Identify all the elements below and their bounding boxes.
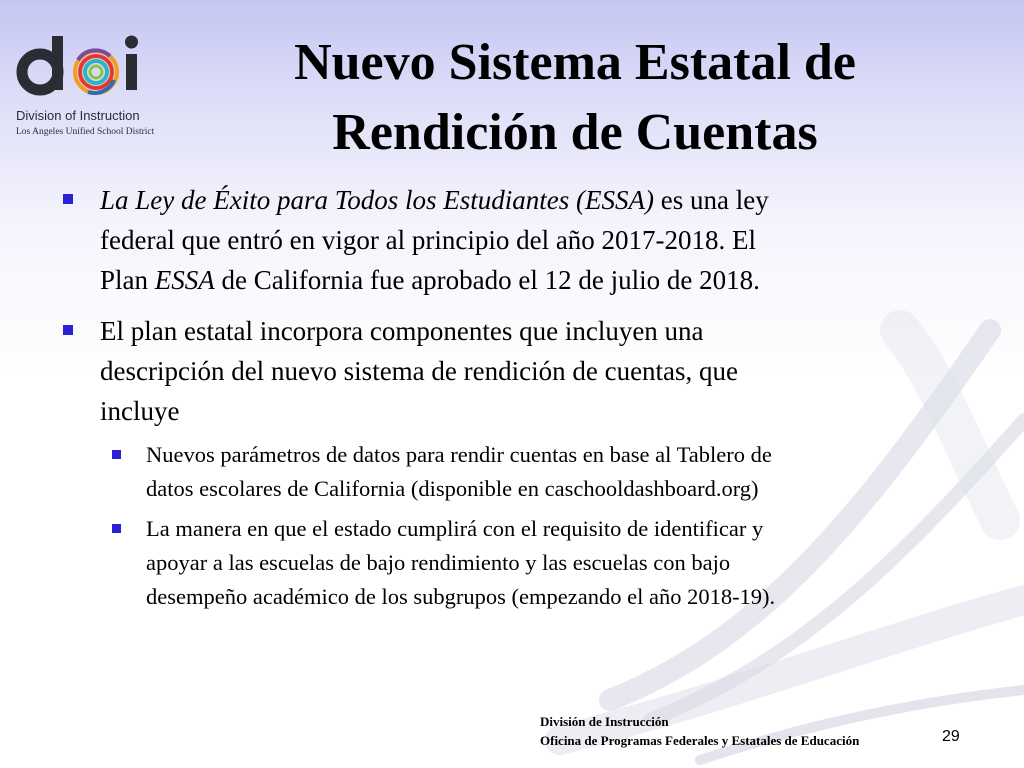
bullet-line: incluye	[100, 396, 180, 426]
logo-division-label: Division of Instruction	[16, 108, 140, 123]
slide-title-line2: Rendición de Cuentas	[332, 104, 818, 161]
sub-bullet-identify-schools	[146, 512, 966, 614]
square-bullet-icon	[112, 524, 121, 533]
sub-bullet-line: La manera en que el estado cumplirá con el requisito de identificar y	[146, 516, 764, 541]
footer-office: Oficina de Programas Federales y Estatales de Educación	[540, 733, 860, 748]
bullet-line	[100, 260, 970, 300]
page-number: 29	[942, 728, 960, 745]
bullet-state-plan	[100, 311, 970, 431]
bullet-text: Plan	[100, 265, 155, 295]
bullet-essa-law	[100, 180, 970, 300]
essa-abbrev: ESSA	[154, 265, 215, 295]
footer-division: División de Instrucción	[540, 714, 669, 729]
square-bullet-icon	[63, 194, 73, 204]
slide-footer	[540, 712, 859, 750]
doi-wordmark-graphic	[14, 30, 164, 100]
slide-title	[180, 28, 970, 168]
doi-logo	[14, 30, 164, 140]
sub-bullet-line: datos escolares de California (disponible en caschooldashboard.org)	[146, 476, 759, 501]
sub-bullet-line: apoyar a las escuelas de bajo rendimiento y las escuelas con bajo	[146, 550, 731, 575]
bullet-text: de California fue aprobado el 12 de julio de 2018.	[214, 265, 760, 295]
bullet-line: federal que entró en vigor al principio del año 2017-2018. El	[100, 225, 757, 255]
square-bullet-icon	[63, 325, 73, 335]
bullet-line	[100, 180, 970, 220]
essa-law-name: La Ley de Éxito para Todos los Estudiantes (ESSA)	[100, 185, 654, 215]
sub-bullet-line: Nuevos parámetros de datos para rendir cuentas en base al Tablero de	[146, 442, 772, 467]
logo-district-label: Los Angeles Unified School District	[16, 127, 155, 137]
sub-bullet-line: desempeño académico de los subgrupos (empezando el año 2018-19).	[146, 584, 776, 609]
sub-bullet-data-parameters	[146, 438, 966, 506]
square-bullet-icon	[112, 450, 121, 459]
slide-title-line1: Nuevo Sistema Estatal de	[294, 34, 856, 91]
bullet-line: descripción del nuevo sistema de rendición de cuentas, que	[100, 356, 739, 386]
bullet-line: El plan estatal incorpora componentes que incluyen una	[100, 316, 704, 346]
bullet-text: es una ley	[654, 185, 769, 215]
